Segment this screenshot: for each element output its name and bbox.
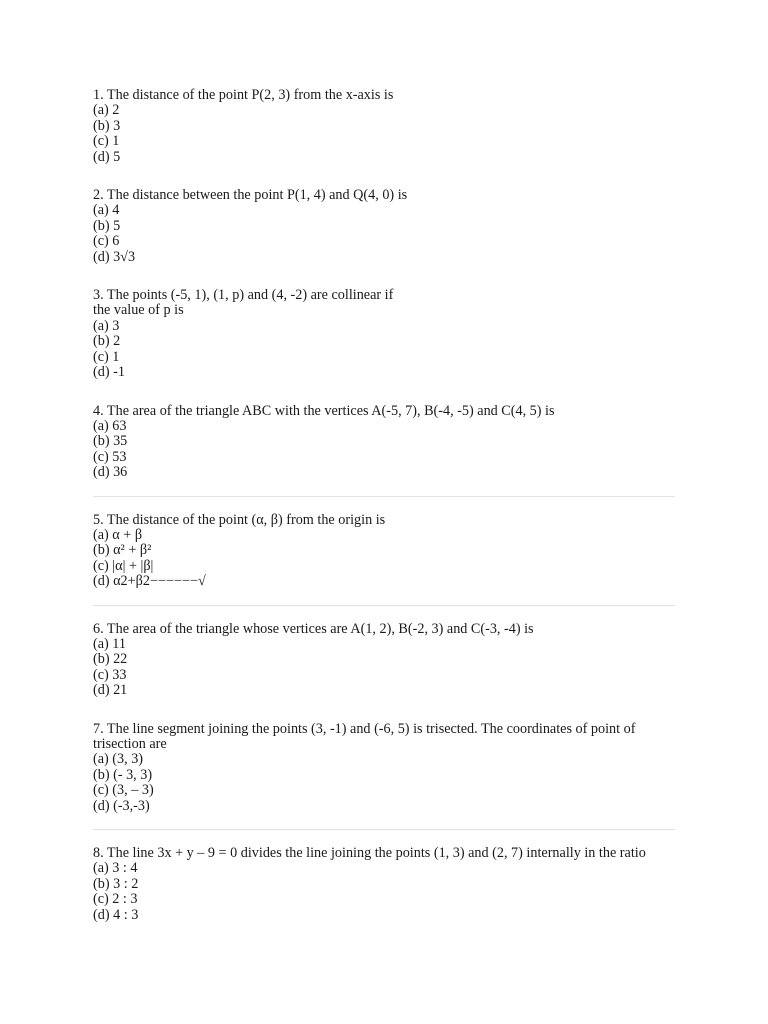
option-a: (a) 63 bbox=[93, 417, 127, 434]
option-c: (c) (3, – 3) bbox=[93, 782, 154, 799]
divider bbox=[93, 605, 675, 606]
question-stem: 1. The distance of the point P(2, 3) from the x-axis is bbox=[93, 87, 394, 103]
option-a: (a) 2 bbox=[93, 102, 120, 119]
option-d: (d) 5 bbox=[93, 148, 121, 165]
question-8 bbox=[93, 846, 675, 923]
option-d: (d) -1 bbox=[93, 364, 125, 381]
option-b: (b) α² + β² bbox=[93, 542, 152, 559]
divider bbox=[93, 496, 675, 497]
question-6 bbox=[93, 622, 675, 699]
option-a: (a) 3 bbox=[93, 317, 120, 334]
question-1 bbox=[93, 88, 675, 165]
question-stem: 4. The area of the triangle ABC with the vertices A(-5, 7), B(-4, -5) and C(4, 5) is bbox=[93, 402, 555, 419]
option-a: (a) 11 bbox=[93, 635, 126, 652]
option-b: (b) 35 bbox=[93, 433, 128, 450]
option-c: (c) 33 bbox=[93, 666, 127, 683]
option-d: (d) 36 bbox=[93, 464, 128, 481]
question-5 bbox=[93, 513, 675, 590]
option-c: (c) |α| + |β| bbox=[93, 557, 154, 574]
option-d: (d) (-3,-3) bbox=[93, 797, 150, 814]
spacer bbox=[93, 165, 675, 188]
option-c: (c) 1 bbox=[93, 348, 120, 365]
question-stem-line-1: 7. The line segment joining the points (3, -1) and (-6, 5) is trisected. The coordinates of point of bbox=[93, 720, 636, 737]
question-stem: 2. The distance between the point P(1, 4) and Q(4, 0) is bbox=[93, 187, 408, 204]
question-list bbox=[93, 88, 675, 923]
option-a: (a) (3, 3) bbox=[93, 751, 144, 768]
option-c: (c) 6 bbox=[93, 233, 120, 250]
option-b: (b) 3 : 2 bbox=[93, 875, 139, 892]
question-stem-line-2: the value of p is bbox=[93, 302, 184, 319]
spacer bbox=[93, 381, 675, 404]
question-stem: 5. The distance of the point (α, β) from the origin is bbox=[93, 511, 386, 528]
option-a: (a) 3 : 4 bbox=[93, 860, 138, 877]
question-7 bbox=[93, 722, 675, 814]
question-stem-line-1: 3. The points (-5, 1), (1, p) and (4, -2) are collinear if bbox=[93, 287, 394, 304]
option-b: (b) 5 bbox=[93, 217, 121, 234]
question-stem-line-2: trisection are bbox=[93, 736, 167, 752]
option-b: (b) 3 bbox=[93, 117, 121, 134]
option-c: (c) 1 bbox=[93, 133, 120, 150]
option-d: (d) α2+β2−−−−−−√ bbox=[93, 573, 206, 590]
option-c: (c) 2 : 3 bbox=[93, 891, 138, 908]
option-b: (b) (- 3, 3) bbox=[93, 766, 153, 783]
question-stem: 8. The line 3x + y – 9 = 0 divides the line joining the points (1, 3) and (2, 7) internally in the ratio bbox=[93, 845, 646, 862]
question-stem: 6. The area of the triangle whose vertices are A(1, 2), B(-2, 3) and C(-3, -4) is bbox=[93, 620, 534, 637]
option-a: (a) 4 bbox=[93, 202, 120, 219]
spacer bbox=[93, 265, 675, 288]
option-a: (a) α + β bbox=[93, 526, 143, 543]
divider bbox=[93, 829, 675, 830]
option-b: (b) 2 bbox=[93, 333, 121, 350]
option-c: (c) 53 bbox=[93, 448, 127, 465]
option-d: (d) 21 bbox=[93, 682, 128, 699]
option-d: (d) 3√3 bbox=[93, 248, 136, 265]
question-3 bbox=[93, 288, 675, 380]
option-d: (d) 4 : 3 bbox=[93, 906, 139, 923]
question-4 bbox=[93, 404, 675, 481]
option-b: (b) 22 bbox=[93, 651, 128, 668]
question-2 bbox=[93, 188, 675, 265]
spacer bbox=[93, 699, 675, 722]
